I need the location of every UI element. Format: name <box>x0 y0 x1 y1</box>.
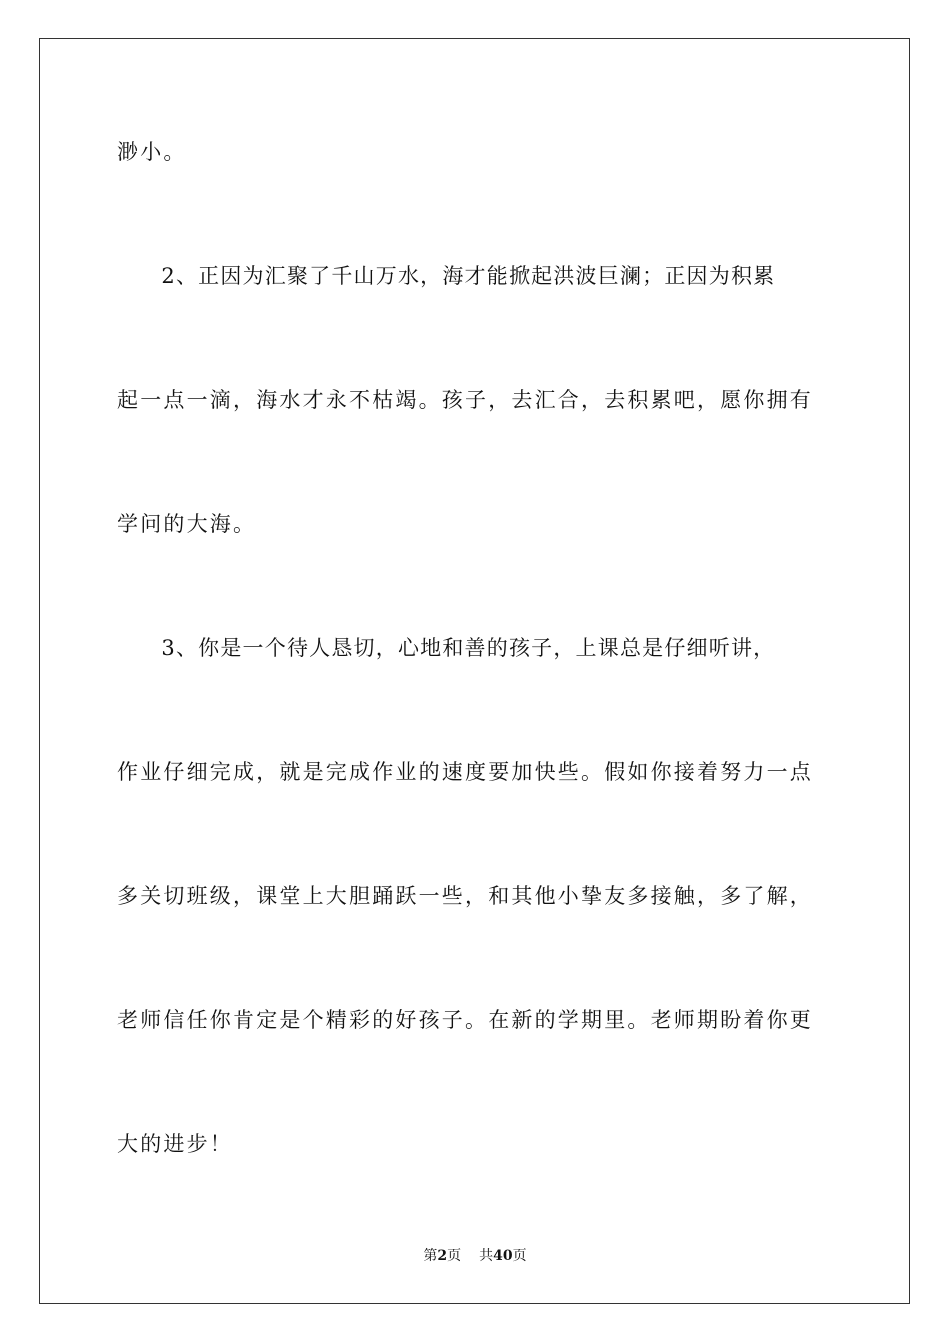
text-line-1: 渺小。 <box>117 140 187 164</box>
text-line-9: 大的进步！ <box>117 1132 233 1156</box>
page-prefix: 第 <box>423 1248 438 1264</box>
total-suffix: 页 <box>512 1248 527 1264</box>
total-prefix: 共 <box>479 1248 494 1264</box>
text-line-6: 作业仔细完成，就是完成作业的速度要加快些。假如你接着努力一点 <box>117 760 813 784</box>
text-line-8: 老师信任你肯定是个精彩的好孩子。在新的学期里。老师期盼着你更 <box>117 1008 813 1032</box>
page-number: 2 <box>437 1248 448 1264</box>
page-suffix: 页 <box>447 1248 462 1264</box>
text-line-2: 2、正因为汇聚了千山万水，海才能掀起洪波巨澜；正因为积累 <box>117 264 776 288</box>
text-line-3: 起一点一滴，海水才永不枯竭。孩子，去汇合，去积累吧，愿你拥有 <box>117 388 813 412</box>
text-line-4: 学问的大海。 <box>117 512 257 536</box>
page-border <box>39 38 910 1304</box>
page-footer <box>0 1246 950 1266</box>
text-line-7: 多关切班级，课堂上大胆踊跃一些，和其他小挚友多接触，多了解， <box>117 884 813 908</box>
text-line-5: 3、你是一个待人恳切，心地和善的孩子，上课总是仔细听讲， <box>117 636 776 660</box>
total-pages: 40 <box>493 1248 513 1264</box>
